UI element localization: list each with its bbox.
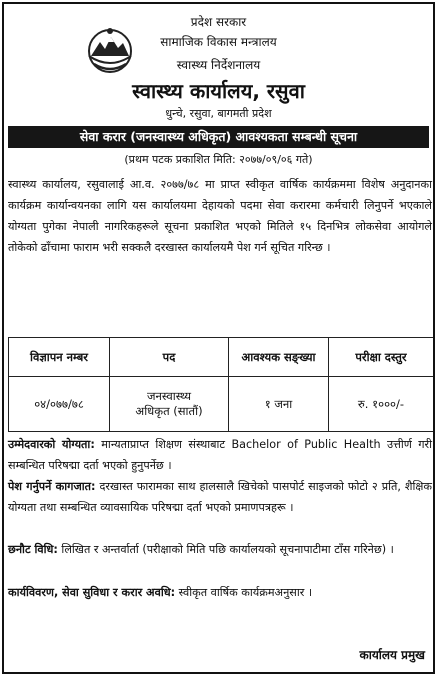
notice-page [2, 2, 435, 674]
table-row [9, 377, 434, 432]
section-label: पेश गर्नुपर्ने कागजात: [8, 480, 96, 493]
fee-cell: रु. १०००/- [329, 377, 434, 432]
intro-paragraph: स्वास्थ्य कार्यालय, रसुवालाई आ.व. २०७७/७८ मा प्राप्त स्वीकृत वार्षिक कार्यक्रममा विशेष अनुदानका कार्यक्रम कार्यान्वयनका लागि यस कार्यालयमा देहायको पदमा सेवा करारमा कर्मचारी लिनुपर्ने भएकाले योग्यता पुगेका नेपाली नागरिकहरूले सूचना प्रकाशित भएको मितिले १५ दिनभित्र लोकसेवा आयोगले तोकेको ढाँचामा फाराम भरी सक्कलै दरखास्त कार्यालयमै पेश गर्न सूचित गरिन्छ । [8, 178, 432, 254]
office-name: स्वास्थ्य कार्यालय, रसुवा [132, 79, 305, 103]
count-cell: १ जना [229, 377, 329, 432]
column-header: परीक्षा दस्तुर [329, 338, 434, 377]
column-header: पद [110, 338, 229, 377]
signature-office-chief: कार्यालय प्रमुख [359, 648, 425, 662]
notice-title: सेवा करार (जनस्वास्थ्य अधिकृत) आवश्यकता सम्बन्धी सूचना [8, 126, 429, 148]
section-label: कार्यविवरण, सेवा सुविधा र करार अवधि: [8, 586, 176, 599]
post-line: जनस्वास्थ्य [146, 389, 192, 403]
documents-section [8, 476, 432, 518]
column-header: आवश्यक सङ्ख्या [229, 338, 329, 377]
ad-number-cell: ०४/०७७/७८ [9, 377, 110, 432]
vacancy-table [8, 337, 434, 432]
job-terms-section [8, 582, 432, 603]
section-text: दरखास्त फारामका साथ हालसालै खिचेको पासपोर्ट साइजको फोटो २ प्रति, शैक्षिक योग्यता तथा सम्बन्धित व्यावसायिक परिषद्मा दर्ता भएको प्रमाणपत्रहरू । [8, 480, 432, 514]
column-header: विज्ञापन नम्बर [9, 338, 110, 377]
section-text: मान्यताप्राप्त शिक्षण संस्थाबाट Bachelor of Public Health उत्तीर्ण गरी सम्बन्धित परिषद्मा दर्ता भएको हुनुपर्नेछ । [8, 438, 432, 472]
section-text: स्वीकृत वार्षिक कार्यक्रमअनुसार । [175, 586, 313, 599]
section-text: लिखित र अन्तर्वार्ता (परीक्षाको मिति पछि कार्यालयको सूचनापाटीमा टाँस गरिनेछ) । [57, 543, 394, 556]
selection-method-section [8, 539, 432, 560]
office-address: धुन्चे, रसुवा, बागमती प्रदेश [165, 107, 272, 120]
header-line-1: प्रदेश सरकार [190, 15, 247, 29]
table-header-row [9, 338, 434, 377]
post-line: अधिकृत (सातौं) [135, 404, 203, 418]
publish-date: (प्रथम पटक प्रकाशित मिति: २०७७/०९/०६ गते) [124, 153, 313, 166]
ministry-name: सामाजिक विकास मन्त्रालय [160, 35, 277, 49]
directorate-name: स्वास्थ्य निर्देशनालय [176, 58, 261, 72]
section-label: उम्मेदवारको योग्यता: [8, 438, 95, 451]
post-cell [110, 377, 229, 432]
section-label: छनौट विधि: [8, 543, 58, 556]
qualification-section [8, 434, 432, 476]
